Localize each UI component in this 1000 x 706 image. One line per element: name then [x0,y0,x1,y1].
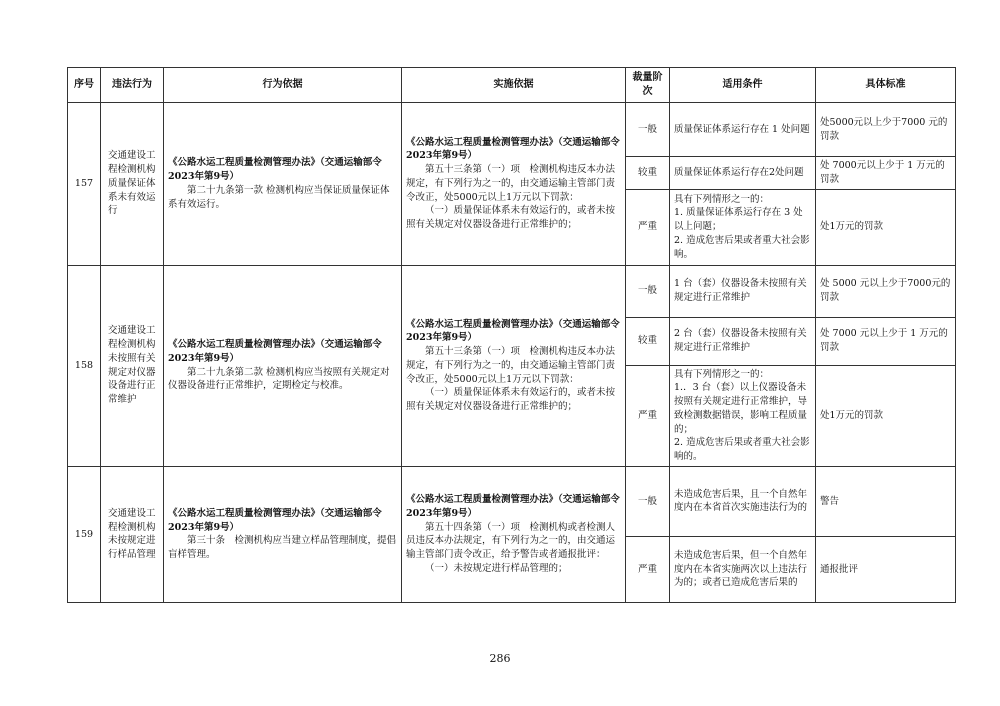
impl-text: 第五十三条第（一）项 检测机构违反本办法规定，有下列行为之一的，由交通运输主管部门责令改正，处5000元以上1万元以下罚款： [406,164,616,203]
condition-line: 1 台（套）仪器设备未按照有关规定进行正常维护 [674,278,807,304]
header-cond: 适用条件 [670,68,816,103]
basis-cell [164,466,402,602]
level-cell: 一般 [626,265,670,317]
basis-text: 第二十九条第二款 检测机构应当按照有关规定对仪器设备进行正常维护，定期检定与校准。 [168,366,390,392]
header-std: 具体标准 [816,68,956,103]
standard-cell: 处1万元的罚款 [816,365,956,466]
standard-cell: 通报批评 [816,536,956,602]
table-row [68,265,956,317]
violation-cell: 交通建设工程检测机构未按照有关规定对仪器设备进行正常维护 [101,265,164,466]
condition-cell [670,365,816,466]
violation-cell: 交通建设工程检测机构质量保证体系未有效运行 [101,103,164,266]
standard-cell: 处 7000元以上少于 1 万元的罚款 [816,157,956,190]
header-level: 裁量阶次 [626,68,670,103]
condition-line: 具有下列情形之一的： [674,193,770,205]
impl-title: 《公路水运工程质量检测管理办法》（交通运输部令2023年第9号） [406,494,620,519]
condition-line: 质量保证体系运行存在2处问题 [674,166,804,178]
header-basis: 行为依据 [164,68,402,103]
header-no: 序号 [68,68,101,103]
condition-line: 1.．3 台（套）以上仪器设备未按照有关规定进行正常维护，导致检测数据错误，影响工程质量的； [674,382,808,435]
condition-line: 2. 造成危害后果或者重大社会影响的。 [674,437,810,463]
table-row [68,103,956,157]
condition-line: 质量保证体系运行存在 1 处问题 [674,123,810,135]
condition-cell [670,466,816,536]
row-number: 159 [68,466,101,602]
level-cell: 一般 [626,103,670,157]
basis-title: 《公路水运工程质量检测管理办法》（交通运输部令2023年第9号） [168,157,382,182]
impl-text: 第五十三条第（一）项 检测机构违反本办法规定，有下列行为之一的，由交通运输主管部门责令改正，处5000元以上1万元以下罚款： [406,346,616,385]
level-cell: 较重 [626,157,670,190]
condition-line: 未造成危害后果，且一个自然年度内在本省首次实施违法行为的 [674,488,808,514]
level-cell: 严重 [626,365,670,466]
row-number: 158 [68,265,101,466]
condition-line: 1. 质量保证体系运行存在 3 处以上问题； [674,207,803,233]
level-cell: 严重 [626,189,670,265]
basis-text: 第二十九条第一款 检测机构应当保证质量保证体系有效运行。 [168,184,390,210]
impl-cell [402,466,626,602]
condition-cell [670,157,816,190]
basis-cell [164,103,402,266]
level-cell: 一般 [626,466,670,536]
basis-cell [164,265,402,466]
impl-text: 第五十四条第（一）项 检测机构或者检测人员违反本办法规定，有下列行为之一的，由交通运输主管部门责令改正，给予警告或者通报批评： [406,521,616,561]
condition-line: 2. 造成危害后果或者重大社会影响。 [674,234,810,260]
impl-title: 《公路水运工程质量检测管理办法》（交通运输部令2023年第9号） [406,136,620,162]
standard-cell: 处 7000 元以上少于 1 万元的罚款 [816,317,956,365]
condition-line: 未造成危害后果，但一个自然年度内在本省实施两次以上违法行为的；或者已造成危害后果的 [674,549,808,589]
condition-cell [670,265,816,317]
row-number: 157 [68,103,101,266]
basis-text: 第三十条 检测机构应当建立样品管理制度，提倡盲样管理。 [168,535,397,561]
impl-item: （一）未按规定进行样品管理的； [425,562,568,574]
impl-title: 《公路水运工程质量检测管理办法》（交通运输部令2023年第9号） [406,318,620,344]
impl-item: （一）质量保证体系未有效运行的，或者未按照有关规定对仪器设备进行正常维护的； [406,387,616,413]
standard-cell: 处1万元的罚款 [816,189,956,265]
condition-cell [670,103,816,157]
condition-line: 2 台（套）仪器设备未按照有关规定进行正常维护 [674,328,807,354]
level-cell: 较重 [626,317,670,365]
impl-cell [402,103,626,266]
condition-cell [670,189,816,265]
level-cell: 严重 [626,536,670,602]
impl-cell [402,265,626,466]
impl-item: （一）质量保证体系未有效运行的，或者未按照有关规定对仪器设备进行正常维护的； [406,205,616,231]
condition-line: 具有下列情形之一的： [674,368,770,380]
table-row [68,466,956,536]
header-impl: 实施依据 [402,68,626,103]
basis-title: 《公路水运工程质量检测管理办法》（交通运输部令2023年第9号） [168,339,382,364]
condition-cell [670,317,816,365]
standard-cell: 处 5000 元以上少于7000元的罚款 [816,265,956,317]
basis-title: 《公路水运工程质量检测管理办法》（交通运输部令2023年第9号） [168,507,382,533]
penalty-table [67,67,956,603]
page-number: 286 [489,652,511,665]
header-violation: 违法行为 [101,68,164,103]
condition-cell [670,536,816,602]
header-row [68,68,956,103]
violation-cell: 交通建设工程检测机构未按规定进行样品管理 [101,466,164,602]
standard-cell: 处5000元以上少于7000 元的罚款 [816,103,956,157]
standard-cell: 警告 [816,466,956,536]
